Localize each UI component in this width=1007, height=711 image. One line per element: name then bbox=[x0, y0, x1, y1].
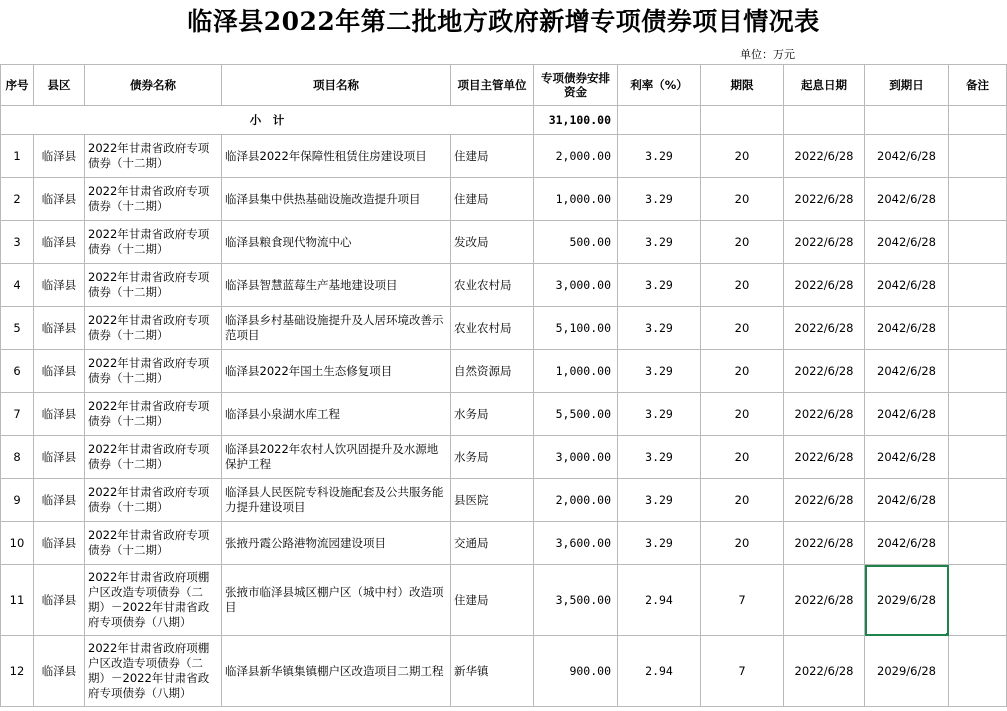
start-date-cell[interactable]: 2022/6/28 bbox=[784, 135, 865, 178]
note-cell[interactable] bbox=[949, 221, 1007, 264]
unit-label: 单位：万元 bbox=[740, 48, 795, 61]
amount-cell[interactable]: 500.00 bbox=[534, 221, 618, 264]
header-cell-start[interactable]: 起息日期 bbox=[784, 65, 865, 106]
amount-cell[interactable]: 2,000.00 bbox=[534, 135, 618, 178]
bond-name-cell[interactable]: 2022年甘肃省政府专项债券（十二期） bbox=[85, 522, 222, 565]
table-cell[interactable] bbox=[618, 106, 701, 135]
project-name-cell[interactable]: 临泽县集中供热基础设施改造提升项目 bbox=[222, 178, 451, 221]
table-cell[interactable] bbox=[701, 106, 784, 135]
dept-cell[interactable]: 住建局 bbox=[451, 565, 534, 636]
amount-cell[interactable]: 3,500.00 bbox=[534, 565, 618, 636]
bond-name-cell[interactable]: 2022年甘肃省政府专项债券（十二期） bbox=[85, 264, 222, 307]
project-name-cell[interactable]: 临泽县人民医院专科设施配套及公共服务能力提升建设项目 bbox=[222, 479, 451, 522]
project-name-cell[interactable]: 临泽县新华镇集镇棚户区改造项目二期工程 bbox=[222, 636, 451, 707]
note-cell[interactable] bbox=[949, 135, 1007, 178]
row-no-cell[interactable]: 8 bbox=[1, 436, 34, 479]
rate-cell[interactable]: 3.29 bbox=[618, 522, 701, 565]
project-name-cell[interactable]: 临泽县乡村基础设施提升及人居环境改善示范项目 bbox=[222, 307, 451, 350]
start-date-cell[interactable]: 2022/6/28 bbox=[784, 565, 865, 636]
bond-name-cell[interactable]: 2022年甘肃省政府专项债券（十二期） bbox=[85, 135, 222, 178]
table-row bbox=[1, 135, 1007, 178]
rate-cell[interactable]: 3.29 bbox=[618, 307, 701, 350]
project-name-cell[interactable]: 张掖丹霞公路港物流园建设项目 bbox=[222, 522, 451, 565]
end-date-cell[interactable]: 2042/6/28 bbox=[865, 221, 949, 264]
county-cell[interactable]: 临泽县 bbox=[34, 264, 85, 307]
row-no-cell[interactable]: 7 bbox=[1, 393, 34, 436]
rate-cell[interactable]: 3.29 bbox=[618, 350, 701, 393]
table-cell[interactable] bbox=[949, 106, 1007, 135]
table-row bbox=[1, 436, 1007, 479]
bond-name-cell[interactable]: 2022年甘肃省政府专项债券（十二期） bbox=[85, 479, 222, 522]
note-cell[interactable] bbox=[949, 636, 1007, 707]
row-no-cell[interactable]: 3 bbox=[1, 221, 34, 264]
note-cell[interactable] bbox=[949, 393, 1007, 436]
row-no-cell[interactable]: 2 bbox=[1, 178, 34, 221]
subtotal-row bbox=[1, 106, 1007, 135]
end-date-cell[interactable]: 2042/6/28 bbox=[865, 522, 949, 565]
start-date-cell[interactable]: 2022/6/28 bbox=[784, 307, 865, 350]
bond-name-cell[interactable]: 2022年甘肃省政府专项债券（十二期） bbox=[85, 221, 222, 264]
subtotal-label[interactable]: 小 计 bbox=[1, 106, 534, 135]
amount-cell[interactable]: 1,000.00 bbox=[534, 350, 618, 393]
header-cell-dept[interactable]: 项目主管单位 bbox=[451, 65, 534, 106]
amount-cell[interactable]: 1,000.00 bbox=[534, 178, 618, 221]
table-cell[interactable] bbox=[865, 106, 949, 135]
county-cell[interactable]: 临泽县 bbox=[34, 565, 85, 636]
bond-table bbox=[0, 64, 1007, 707]
note-cell[interactable] bbox=[949, 264, 1007, 307]
start-date-cell[interactable]: 2022/6/28 bbox=[784, 350, 865, 393]
amount-cell[interactable]: 3,000.00 bbox=[534, 264, 618, 307]
end-date-cell[interactable]: 2029/6/28 bbox=[865, 636, 949, 707]
dept-cell[interactable]: 县医院 bbox=[451, 479, 534, 522]
start-date-cell[interactable]: 2022/6/28 bbox=[784, 479, 865, 522]
end-date-cell[interactable]: 2042/6/28 bbox=[865, 307, 949, 350]
rate-cell[interactable]: 2.94 bbox=[618, 636, 701, 707]
rate-cell[interactable]: 3.29 bbox=[618, 436, 701, 479]
county-cell[interactable]: 临泽县 bbox=[34, 221, 85, 264]
fill-handle[interactable] bbox=[946, 633, 949, 636]
county-cell[interactable]: 临泽县 bbox=[34, 307, 85, 350]
amount-cell[interactable]: 2,000.00 bbox=[534, 479, 618, 522]
dept-cell[interactable]: 交通局 bbox=[451, 522, 534, 565]
bond-name-cell[interactable]: 2022年甘肃省政府项棚户区改造专项债券（二期）－2022年甘肃省政府专项债券（八期） bbox=[85, 636, 222, 707]
project-name-cell[interactable]: 临泽县2022年保障性租赁住房建设项目 bbox=[222, 135, 451, 178]
county-cell[interactable]: 临泽县 bbox=[34, 436, 85, 479]
term-cell[interactable]: 20 bbox=[701, 436, 784, 479]
dept-cell[interactable]: 农业农村局 bbox=[451, 307, 534, 350]
note-cell[interactable] bbox=[949, 307, 1007, 350]
header-cell-amount[interactable]: 专项债券安排资金 bbox=[534, 65, 618, 106]
header-cell-note[interactable]: 备注 bbox=[949, 65, 1007, 106]
table-row bbox=[1, 479, 1007, 522]
county-cell[interactable]: 临泽县 bbox=[34, 522, 85, 565]
bond-name-cell[interactable]: 2022年甘肃省政府专项债券（十二期） bbox=[85, 350, 222, 393]
start-date-cell[interactable]: 2022/6/28 bbox=[784, 436, 865, 479]
county-cell[interactable]: 临泽县 bbox=[34, 178, 85, 221]
row-no-cell[interactable]: 4 bbox=[1, 264, 34, 307]
row-no-cell[interactable]: 1 bbox=[1, 135, 34, 178]
end-date-cell[interactable]: 2042/6/28 bbox=[865, 479, 949, 522]
selected-cell[interactable]: 2029/6/28 bbox=[865, 565, 949, 636]
project-name-cell[interactable]: 临泽县小泉湖水库工程 bbox=[222, 393, 451, 436]
table-row bbox=[1, 307, 1007, 350]
table-row bbox=[1, 565, 1007, 636]
rate-cell[interactable]: 3.29 bbox=[618, 135, 701, 178]
header-cell-rate[interactable]: 利率（%） bbox=[618, 65, 701, 106]
sheet-title: 临泽县2022年第二批地方政府新增专项债券项目情况表 bbox=[187, 7, 820, 36]
term-cell[interactable]: 20 bbox=[701, 135, 784, 178]
term-cell[interactable]: 20 bbox=[701, 350, 784, 393]
table-cell[interactable] bbox=[784, 106, 865, 135]
project-name-cell[interactable]: 临泽县粮食现代物流中心 bbox=[222, 221, 451, 264]
row-no-cell[interactable]: 10 bbox=[1, 522, 34, 565]
row-no-cell[interactable]: 5 bbox=[1, 307, 34, 350]
bond-name-cell[interactable]: 2022年甘肃省政府专项债券（十二期） bbox=[85, 307, 222, 350]
term-cell[interactable]: 20 bbox=[701, 479, 784, 522]
note-cell[interactable] bbox=[949, 350, 1007, 393]
start-date-cell[interactable]: 2022/6/28 bbox=[784, 393, 865, 436]
term-cell[interactable]: 20 bbox=[701, 178, 784, 221]
dept-cell[interactable]: 住建局 bbox=[451, 178, 534, 221]
dept-cell[interactable]: 新华镇 bbox=[451, 636, 534, 707]
project-name-cell[interactable]: 临泽县2022年农村人饮巩固提升及水源地保护工程 bbox=[222, 436, 451, 479]
rate-cell[interactable]: 2.94 bbox=[618, 565, 701, 636]
dept-cell[interactable]: 水务局 bbox=[451, 436, 534, 479]
table-row bbox=[1, 350, 1007, 393]
start-date-cell[interactable]: 2022/6/28 bbox=[784, 522, 865, 565]
table-row bbox=[1, 264, 1007, 307]
county-cell[interactable]: 临泽县 bbox=[34, 135, 85, 178]
header-cell-end[interactable]: 到期日 bbox=[865, 65, 949, 106]
row-no-cell[interactable]: 12 bbox=[1, 636, 34, 707]
county-cell[interactable]: 临泽县 bbox=[34, 393, 85, 436]
note-cell[interactable] bbox=[949, 565, 1007, 636]
bond-name-cell[interactable]: 2022年甘肃省政府专项债券（十二期） bbox=[85, 178, 222, 221]
term-cell[interactable]: 20 bbox=[701, 264, 784, 307]
rate-cell[interactable]: 3.29 bbox=[618, 221, 701, 264]
note-cell[interactable] bbox=[949, 178, 1007, 221]
rate-cell[interactable]: 3.29 bbox=[618, 479, 701, 522]
table-row bbox=[1, 221, 1007, 264]
term-cell[interactable]: 7 bbox=[701, 636, 784, 707]
term-cell[interactable]: 20 bbox=[701, 522, 784, 565]
county-cell[interactable]: 临泽县 bbox=[34, 636, 85, 707]
end-date-cell[interactable]: 2042/6/28 bbox=[865, 350, 949, 393]
header-cell-county[interactable]: 县区 bbox=[34, 65, 85, 106]
rate-cell[interactable]: 3.29 bbox=[618, 178, 701, 221]
header-cell-no[interactable]: 序号 bbox=[1, 65, 34, 106]
term-cell[interactable]: 20 bbox=[701, 221, 784, 264]
term-cell[interactable]: 7 bbox=[701, 565, 784, 636]
start-date-cell[interactable]: 2022/6/28 bbox=[784, 264, 865, 307]
rate-cell[interactable]: 3.29 bbox=[618, 264, 701, 307]
amount-cell[interactable]: 900.00 bbox=[534, 636, 618, 707]
dept-cell[interactable]: 农业农村局 bbox=[451, 264, 534, 307]
note-cell[interactable] bbox=[949, 436, 1007, 479]
term-cell[interactable]: 20 bbox=[701, 393, 784, 436]
county-cell[interactable]: 临泽县 bbox=[34, 350, 85, 393]
note-cell[interactable] bbox=[949, 479, 1007, 522]
county-cell[interactable]: 临泽县 bbox=[34, 479, 85, 522]
note-cell[interactable] bbox=[949, 522, 1007, 565]
amount-cell[interactable]: 3,600.00 bbox=[534, 522, 618, 565]
amount-cell[interactable]: 5,100.00 bbox=[534, 307, 618, 350]
table-row bbox=[1, 636, 1007, 707]
header-cell-bond[interactable]: 债券名称 bbox=[85, 65, 222, 106]
start-date-cell[interactable]: 2022/6/28 bbox=[784, 178, 865, 221]
start-date-cell[interactable]: 2022/6/28 bbox=[784, 636, 865, 707]
dept-cell[interactable]: 自然资源局 bbox=[451, 350, 534, 393]
amount-cell[interactable]: 5,500.00 bbox=[534, 393, 618, 436]
term-cell[interactable]: 20 bbox=[701, 307, 784, 350]
end-date-cell[interactable]: 2042/6/28 bbox=[865, 393, 949, 436]
dept-cell[interactable]: 住建局 bbox=[451, 135, 534, 178]
bond-name-cell[interactable]: 2022年甘肃省政府项棚户区改造专项债券（二期）－2022年甘肃省政府专项债券（八期） bbox=[85, 565, 222, 636]
row-no-cell[interactable]: 6 bbox=[1, 350, 34, 393]
bond-name-cell[interactable]: 2022年甘肃省政府专项债券（十二期） bbox=[85, 393, 222, 436]
dept-cell[interactable]: 发改局 bbox=[451, 221, 534, 264]
end-date-cell[interactable]: 2042/6/28 bbox=[865, 135, 949, 178]
row-no-cell[interactable]: 11 bbox=[1, 565, 34, 636]
rate-cell[interactable]: 3.29 bbox=[618, 393, 701, 436]
row-no-cell[interactable]: 9 bbox=[1, 479, 34, 522]
header-cell-term[interactable]: 期限 bbox=[701, 65, 784, 106]
header-row bbox=[1, 65, 1007, 106]
dept-cell[interactable]: 水务局 bbox=[451, 393, 534, 436]
subtotal-amount[interactable]: 31,100.00 bbox=[534, 106, 618, 135]
header-cell-project[interactable]: 项目名称 bbox=[222, 65, 451, 106]
project-name-cell[interactable]: 张掖市临泽县城区棚户区（城中村）改造项目 bbox=[222, 565, 451, 636]
project-name-cell[interactable]: 临泽县2022年国土生态修复项目 bbox=[222, 350, 451, 393]
table-row bbox=[1, 393, 1007, 436]
start-date-cell[interactable]: 2022/6/28 bbox=[784, 221, 865, 264]
end-date-cell[interactable]: 2042/6/28 bbox=[865, 436, 949, 479]
end-date-cell[interactable]: 2042/6/28 bbox=[865, 264, 949, 307]
amount-cell[interactable]: 3,000.00 bbox=[534, 436, 618, 479]
end-date-cell[interactable]: 2042/6/28 bbox=[865, 178, 949, 221]
project-name-cell[interactable]: 临泽县智慧蓝莓生产基地建设项目 bbox=[222, 264, 451, 307]
bond-name-cell[interactable]: 2022年甘肃省政府专项债券（十二期） bbox=[85, 436, 222, 479]
table-row bbox=[1, 522, 1007, 565]
table-row bbox=[1, 178, 1007, 221]
